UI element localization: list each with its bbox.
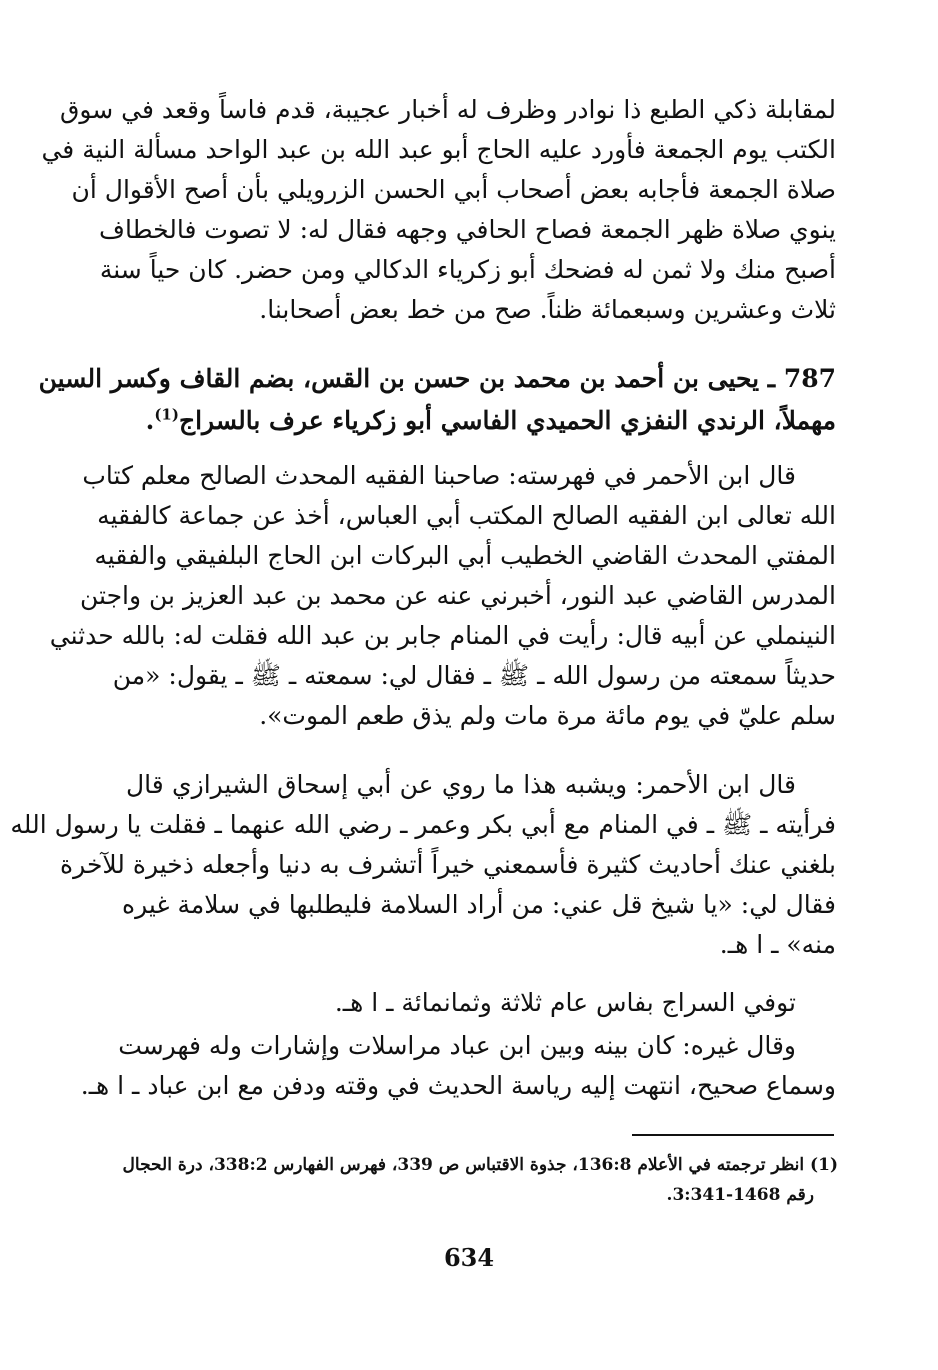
text-line: توفي السراج بفاس عام ثلاثة وثمانمائة ـ ا هـ. [334, 988, 796, 1017]
text-line: لمقابلة ذكي الطبع ذا نوادر وظرف له أخبار عجيبة، قدم فاساً وقعد في سوق [59, 95, 836, 124]
text-line: بلغني عنك أحاديث كثيرة فأسمعني خيراً أتشرف به دنيا وأجعله ذخيرة للآخرة [60, 850, 836, 879]
footnote-line: رقم 1468-3:341. [666, 1185, 814, 1205]
text-line: ينوي صلاة ظهر الجمعة فصاح الحافي وجهه فقال له: لا تصوت فالخطاف [99, 215, 836, 244]
text-line: المفتي المحدث القاضي الخطيب أبي البركات ابن الحاج البلفيقي والفقيه [94, 541, 836, 570]
footnote [122, 1150, 838, 1210]
entry-heading [38, 358, 836, 442]
text-line: وسماع صحيح، انتهت إليه رياسة الحديث في وقته ودفن مع ابن عباد ـ ا هـ. [80, 1071, 836, 1100]
text-line: منه» ـ ا هـ. [719, 930, 836, 959]
heading-line-text: مهملاً، الرندي النفزي الحميدي الفاسي أبو زكرياء عرف بالسراج [178, 406, 836, 435]
text-line: الكتب يوم الجمعة فأورد عليه الحاج أبو عبد الله بن عبد الواحد مسألة النية في [41, 135, 836, 164]
heading-end-mark: . [145, 406, 155, 435]
footnote-line: (1) انظر ترجمته في الأعلام 136:8، جذوة الاقتباس ص 339، فهرس الفهارس 338:2، درة الحجال [122, 1155, 838, 1175]
text-line: المدرس القاضي عبد النور، أخبرني عنه عن محمد بن عبد العزيز بن واجتن [80, 581, 836, 610]
paragraph-2 [49, 456, 836, 736]
paragraph-5 [80, 1026, 836, 1106]
text-line: وقال غيره: كان بينه وبين ابن عباد مراسلات وإشارات وله فهرست [118, 1031, 796, 1060]
heading-line: 787 ـ يحيى بن أحمد بن محمد بن حسن بن القس، بضم القاف وكسر السين [38, 364, 836, 393]
text-line: صلاة الجمعة فأجابه بعض أصحاب أبي الحسن الزرويلي بأن أصح الأقوال أن [71, 175, 836, 204]
page-number: 634 [443, 1243, 495, 1272]
paragraph-4 [126, 983, 836, 1023]
heading-line-with-footnote [126, 400, 836, 442]
text-line: قال ابن الأحمر: ويشبه هذا ما روي عن أبي إسحاق الشيرازي قال [126, 770, 796, 799]
text-line: فقال لي: «يا شيخ قل عني: من أراد السلامة فليطلبها في سلامة غيره [121, 890, 836, 919]
text-line: قال ابن الأحمر في فهرسته: صاحبنا الفقيه المحدث الصالح معلم كتاب [82, 461, 796, 490]
text-line: الله تعالى ابن الفقيه الصالح المكتب أبي العباس، أخذ عن جماعة كالفقيه [97, 501, 836, 530]
text-line: أصبح منك ولا ثمن له فضحك أبو زكرياء الدكالي ومن حضر. كان حياً سنة [99, 255, 836, 284]
footnote-reference[interactable]: (1) [154, 405, 179, 424]
paragraph-3 [10, 765, 836, 965]
text-line: حديثاً سمعته من رسول الله ـ ﷺ ـ فقال لي: سمعته ـ ﷺ ـ يقول: «من [112, 661, 836, 690]
footnote-separator [632, 1134, 834, 1136]
text-line: ثلاث وعشرين وسبعمائة ظناً. صح من خط بعض أصحابنا. [259, 295, 836, 324]
text-line: النينملي عن أبيه قال: رأيت في المنام جابر بن عبد الله فقلت له: بالله حدثني [49, 621, 836, 650]
paragraph-1 [41, 90, 836, 330]
text-line: فرأيته ـ ﷺ ـ في المنام مع أبي بكر وعمر ـ رضي الله عنهما ـ فقلت يا رسول الله [10, 810, 836, 839]
text-line: سلم عليّ في يوم مائة مرة مات ولم يذق طعم الموت». [259, 701, 836, 730]
